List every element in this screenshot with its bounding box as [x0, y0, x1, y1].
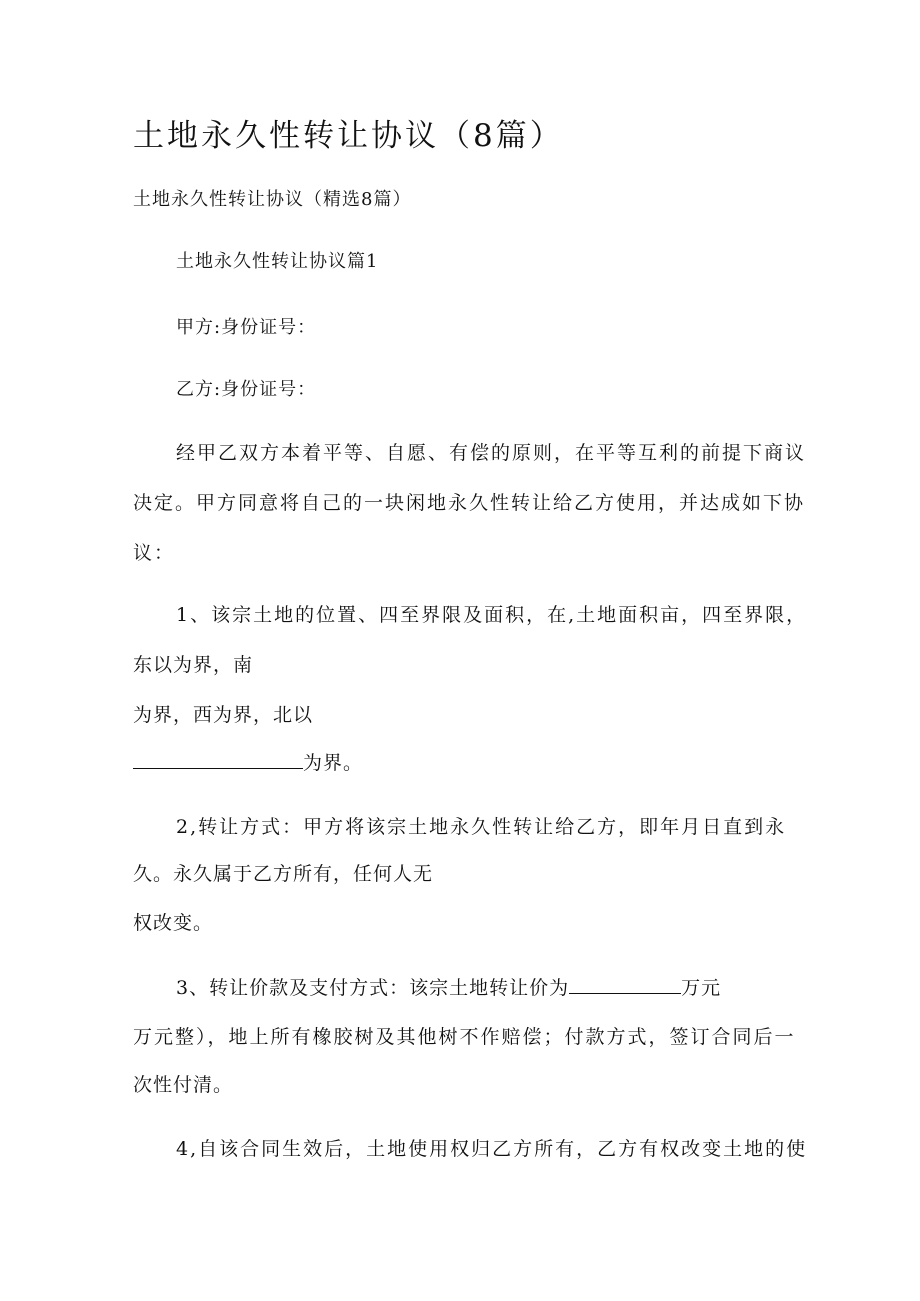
clause-1-line-1: 1、该宗土地的位置、四至界限及面积，在,土地面积亩，四至界限，	[176, 604, 808, 626]
blank-transfer-price	[569, 977, 681, 994]
blank-boundary-north	[133, 752, 303, 769]
clause-3-line-3: 次性付清。	[133, 1074, 234, 1096]
clause-3-line-1-head: 3、转让价款及支付方式：该宗土地转让价为	[176, 977, 570, 999]
party-b-line: 乙方:身份证号：	[176, 379, 317, 400]
document-subtitle: 土地永久性转让协议（精选8篇）	[133, 189, 412, 210]
clause-1-line-3: 为界，西为界，北以	[133, 704, 314, 726]
clause-2-line-3: 权改变。	[133, 912, 214, 934]
clause-3-line-1-tail: 万元	[681, 977, 722, 999]
document-title: 土地永久性转让协议（8篇）	[133, 118, 564, 154]
section-heading: 土地永久性转让协议篇1	[176, 251, 379, 272]
party-a-line: 甲方:身份证号：	[176, 317, 317, 338]
clause-1-line-2: 东以为界，南	[133, 654, 254, 676]
clause-2-line-2: 久。永久属于乙方所有，任何人无	[133, 863, 434, 885]
clause-1-line-4	[133, 751, 363, 775]
intro-paragraph-line-2: 决定。甲方同意将自己的一块闲地永久性转让给乙方使用，并达成如下协	[133, 492, 806, 514]
clause-3-line-2: 万元整），地上所有橡胶树及其他树不作赔偿；付款方式，签订合同后一	[133, 1026, 796, 1048]
clause-1-line-4-text: 为界。	[303, 752, 364, 774]
clause-4-line-1: 4,自该合同生效后，土地使用权归乙方所有，乙方有权改变土地的使	[176, 1138, 808, 1160]
clause-3-line-1	[176, 976, 721, 1000]
intro-paragraph-line-1: 经甲乙双方本着平等、自愿、有偿的原则，在平等互利的前提下商议	[176, 442, 807, 464]
clause-2-line-1: 2,转让方式：甲方将该宗土地永久性转让给乙方，即年月日直到永	[176, 816, 787, 838]
intro-paragraph-line-3: 议：	[133, 542, 176, 564]
